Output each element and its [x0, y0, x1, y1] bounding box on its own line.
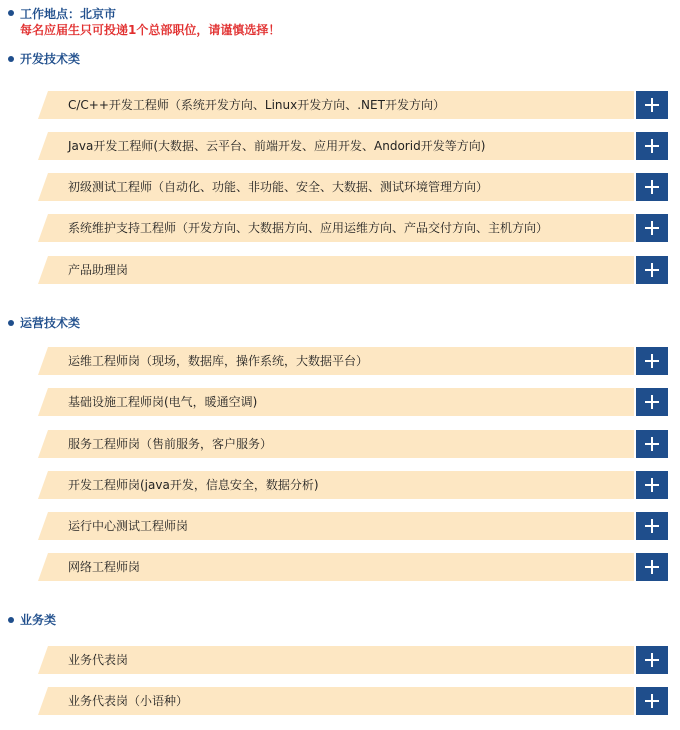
job-title: 运维工程师岗（现场，数据库，操作系统，大数据平台）	[68, 354, 369, 368]
plus-icon	[644, 394, 660, 410]
section-title-ops	[8, 314, 80, 331]
plus-icon	[644, 436, 660, 452]
bullet-dot-icon	[8, 56, 14, 62]
job-title: 运行中心测试工程师岗	[68, 519, 189, 533]
job-row[interactable]	[38, 132, 668, 160]
job-title: 开发工程师岗(java开发，信息安全，数据分析)	[68, 478, 319, 492]
section-title-business	[8, 611, 56, 628]
section-title-text: 运营技术类	[20, 316, 81, 330]
expand-button[interactable]	[636, 512, 668, 540]
job-title: 系统维护支持工程师（开发方向、大数据方向、应用运维方向、产品交付方向、主机方向）	[68, 221, 549, 235]
expand-button[interactable]	[636, 553, 668, 581]
plus-icon	[644, 353, 660, 369]
job-title: C/C++开发工程师（系统开发方向、Linux开发方向、.NET开发方向）	[68, 98, 445, 112]
section-title-text: 开发技术类	[20, 52, 81, 66]
job-row[interactable]	[38, 687, 668, 715]
plus-icon	[644, 262, 660, 278]
job-title: 基础设施工程师岗(电气，暖通空调)	[68, 395, 258, 409]
plus-icon	[644, 518, 660, 534]
warning-text: 每名应届生只可投递1个总部职位，请谨慎选择！	[20, 23, 281, 37]
plus-icon	[644, 559, 660, 575]
expand-button[interactable]	[636, 646, 668, 674]
job-title: 服务工程师岗（售前服务，客户服务）	[68, 437, 273, 451]
plus-icon	[644, 220, 660, 236]
expand-button[interactable]	[636, 91, 668, 119]
job-title: 业务代表岗	[68, 653, 129, 667]
job-row[interactable]	[38, 347, 668, 375]
plus-icon	[644, 693, 660, 709]
job-row[interactable]	[38, 388, 668, 416]
bullet-dot-icon	[8, 617, 14, 623]
section-title-dev	[8, 50, 80, 67]
expand-button[interactable]	[636, 132, 668, 160]
expand-button[interactable]	[636, 388, 668, 416]
job-row[interactable]	[38, 471, 668, 499]
plus-icon	[644, 477, 660, 493]
expand-button[interactable]	[636, 471, 668, 499]
job-row[interactable]	[38, 646, 668, 674]
job-title: Java开发工程师(大数据、云平台、前端开发、应用开发、Andorid开发等方向)	[68, 139, 486, 153]
bullet-dot-icon	[8, 320, 14, 326]
job-title: 网络工程师岗	[68, 560, 141, 574]
bullet-dot-icon	[8, 10, 14, 16]
job-row[interactable]	[38, 512, 668, 540]
job-row[interactable]	[38, 91, 668, 119]
expand-button[interactable]	[636, 173, 668, 201]
job-title: 业务代表岗（小语种）	[68, 694, 189, 708]
page-header	[8, 5, 280, 39]
job-row[interactable]	[38, 430, 668, 458]
expand-button[interactable]	[636, 347, 668, 375]
expand-button[interactable]	[636, 430, 668, 458]
job-title: 初级测试工程师（自动化、功能、非功能、安全、大数据、测试环境管理方向）	[68, 180, 489, 194]
job-row[interactable]	[38, 553, 668, 581]
expand-button[interactable]	[636, 256, 668, 284]
job-title: 产品助理岗	[68, 263, 129, 277]
location-label: 工作地点：北京市	[20, 6, 117, 21]
expand-button[interactable]	[636, 214, 668, 242]
section-title-text: 业务类	[20, 613, 57, 627]
location-line	[8, 5, 280, 21]
plus-icon	[644, 138, 660, 154]
plus-icon	[644, 652, 660, 668]
job-row[interactable]	[38, 256, 668, 284]
job-row[interactable]	[38, 173, 668, 201]
plus-icon	[644, 179, 660, 195]
plus-icon	[644, 97, 660, 113]
expand-button[interactable]	[636, 687, 668, 715]
job-row[interactable]	[38, 214, 668, 242]
